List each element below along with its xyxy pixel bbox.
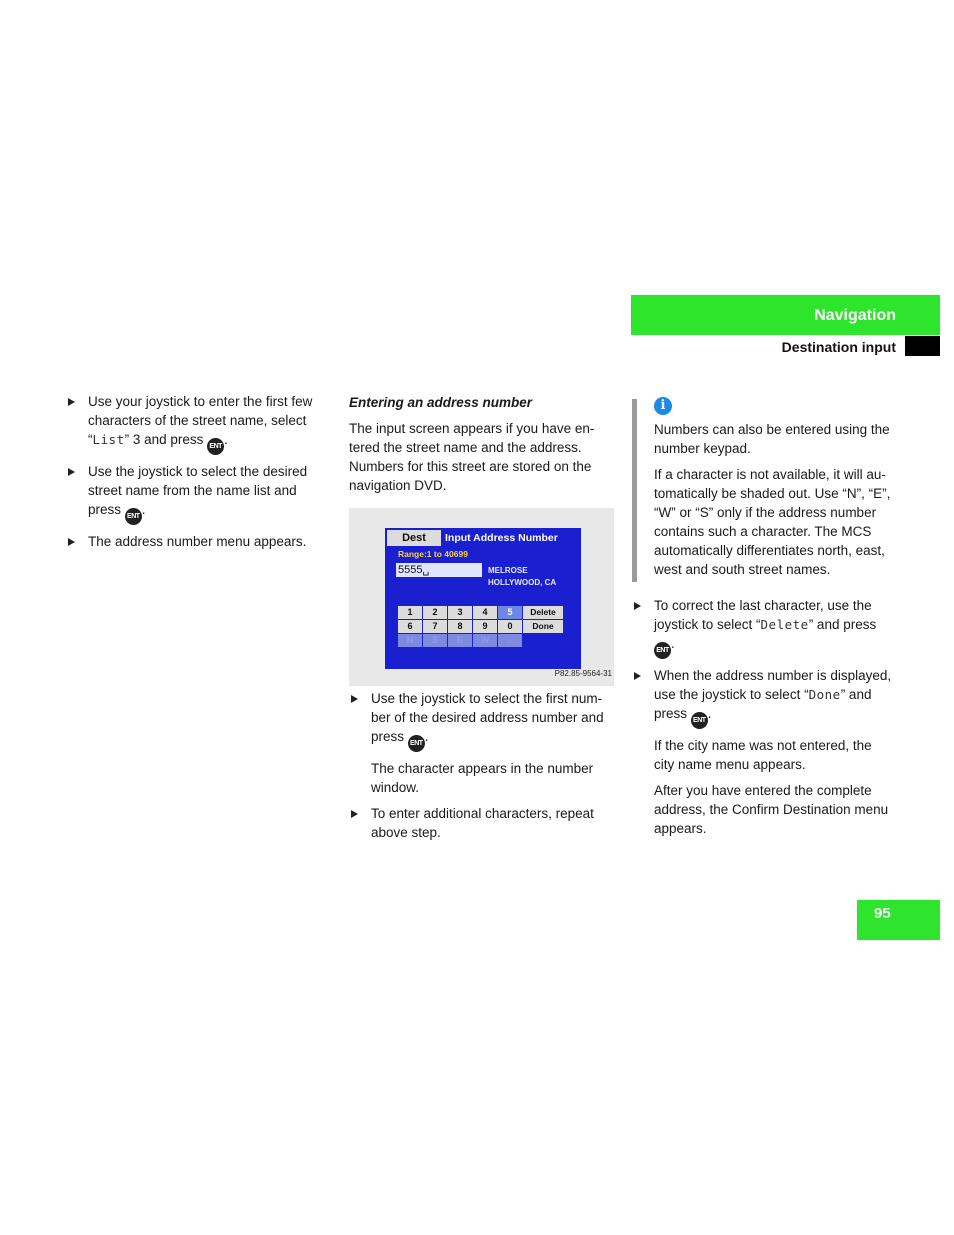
key-s: S — [423, 634, 447, 647]
info-box — [654, 420, 924, 586]
list-item: When the address number is displayed, use the joystick to select “Done” and press ENT . — [632, 666, 924, 729]
menu-code: Done — [808, 687, 841, 702]
key-3[interactable]: 3 — [448, 606, 472, 619]
screen-figure — [349, 508, 614, 686]
key-8[interactable]: 8 — [448, 620, 472, 633]
list-item: Use the joystick to select the desired street name from the name list and press ENT . — [66, 462, 334, 525]
column-middle — [349, 393, 617, 502]
keypad-row — [398, 634, 564, 648]
address-info — [488, 565, 556, 589]
section-header — [631, 295, 940, 335]
keypad-row — [398, 620, 564, 634]
page-number: 95 — [874, 905, 891, 922]
info-paragraph: Numbers can also be entered using the number keypad. — [654, 422, 890, 456]
keypad — [398, 606, 564, 648]
column-right-lower — [632, 596, 924, 845]
page-number-tab — [857, 900, 940, 940]
section-heading: Entering an address number — [349, 395, 533, 410]
note-paragraph: After you have entered the complete address, the Confirm Destination menu appears. — [654, 783, 889, 836]
subsection-title: Destination input — [781, 339, 896, 355]
list-item: To correct the last character, use the joystick to select “Delete” and press ENT . — [632, 596, 924, 659]
info-icon: i — [654, 397, 672, 415]
key-6[interactable]: 6 — [398, 620, 422, 633]
figure-caption: P82.85-9564-31 — [554, 669, 612, 678]
key-1[interactable]: 1 — [398, 606, 422, 619]
tab-dest[interactable]: Dest — [387, 530, 441, 546]
subsection-header — [631, 336, 940, 356]
ent-button-icon: ENT — [125, 508, 142, 525]
list-item: To enter additional characters, repeat above step. — [349, 804, 617, 842]
key-7[interactable]: 7 — [423, 620, 447, 633]
key-5[interactable]: 5 — [498, 606, 522, 619]
keypad-row — [398, 606, 564, 620]
ent-button-icon: ENT — [408, 735, 425, 752]
result-note: The character appears in the number window. — [371, 761, 594, 795]
key-4[interactable]: 4 — [473, 606, 497, 619]
key-w: W — [473, 634, 497, 647]
key-backspace: ← — [498, 634, 522, 647]
ent-button-icon: ENT — [207, 438, 224, 455]
subsection-marker — [905, 336, 940, 356]
ent-button-icon: ENT — [654, 642, 671, 659]
list-item: The address number menu appears. — [66, 532, 334, 551]
city-name: HOLLYWOOD, CA — [488, 578, 557, 587]
range-text: Range:1 to 40699 — [398, 549, 468, 559]
key-2[interactable]: 2 — [423, 606, 447, 619]
info-bar — [632, 399, 637, 582]
street-name: MELROSE — [488, 566, 528, 575]
note-paragraph: If the city name was not entered, the city name menu appears. — [654, 738, 872, 772]
section-title: Navigation — [814, 307, 896, 324]
intro-paragraph: The input screen appears if you have en- tered the street name and the address. Numbers for this street are stored on the navigation DVD. — [349, 421, 595, 493]
navigation-screen — [385, 528, 581, 669]
key-9[interactable]: 9 — [473, 620, 497, 633]
number-input[interactable]: 5555␣ — [396, 563, 482, 577]
key-e: E — [448, 634, 472, 647]
list-item: Use your joystick to enter the first few characters of the street name, select “List” 3 and press ENT . — [66, 392, 334, 455]
menu-code: Delete — [760, 617, 809, 632]
ent-button-icon: ENT — [691, 712, 708, 729]
list-item: Use the joystick to select the first num- ber of the desired address number and press ENT . — [349, 689, 617, 752]
delete-key[interactable]: Delete — [523, 606, 563, 619]
key-0[interactable]: 0 — [498, 620, 522, 633]
menu-code: List — [92, 432, 125, 447]
column-left — [66, 392, 334, 558]
column-middle-lower — [349, 689, 617, 849]
done-key[interactable]: Done — [523, 620, 563, 633]
info-paragraph: If a character is not available, it will au- tomatically be shaded out. Use “N”, “E”, “W” or “S” only if the address number contains such a character. The MCS automatically differentiates north, east, west and south street names. — [654, 467, 891, 577]
key-n: N — [398, 634, 422, 647]
screen-title: Input Address Number — [445, 532, 558, 544]
